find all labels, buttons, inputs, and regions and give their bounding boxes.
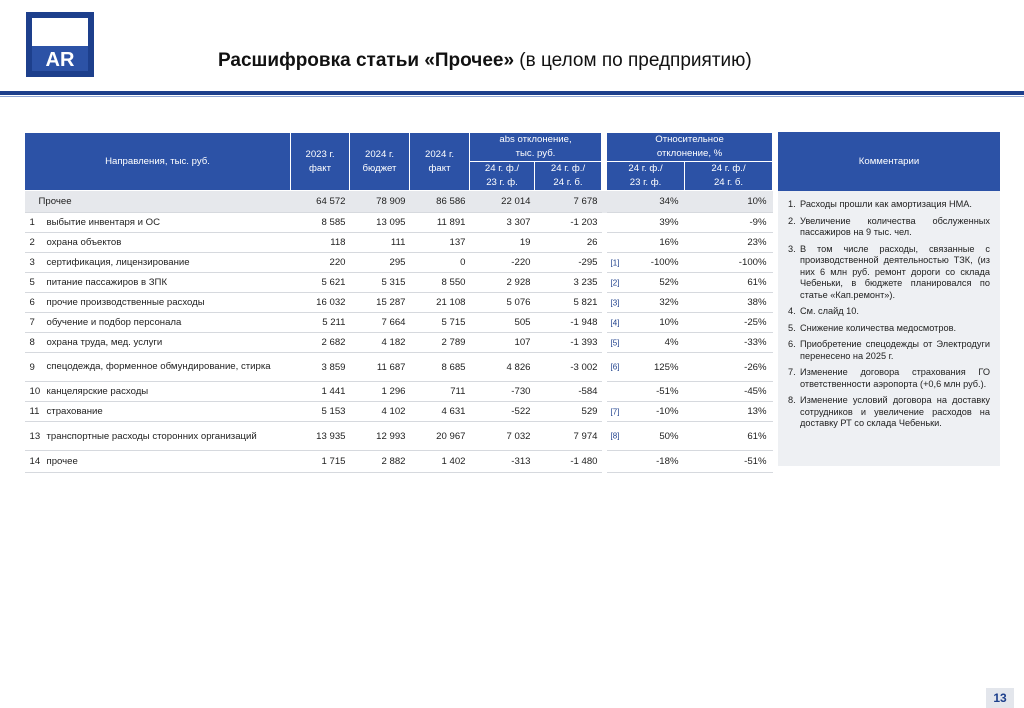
cell-abs-a: 4 826 — [470, 353, 535, 382]
cell-abs-b: -3 002 — [535, 353, 602, 382]
cell-rel-a — [607, 313, 685, 333]
cell-abs-b: 529 — [535, 402, 602, 422]
row-index: 1 — [25, 213, 45, 233]
cell-2023-fact: 5 621 — [291, 273, 350, 293]
cell-abs-b: -584 — [535, 382, 602, 402]
col-header-abs-24f-24b: 24 г. ф./ 24 г. б. — [535, 162, 602, 191]
row-index: 9 — [25, 353, 45, 382]
page-title — [218, 50, 752, 72]
row-index: 8 — [25, 333, 45, 353]
cell-abs-b: -1 393 — [535, 333, 602, 353]
cell-2023-fact: 1 441 — [291, 382, 350, 402]
header-divider — [0, 91, 1024, 95]
col-header-rel-deviation: Относительное отклонение, % — [607, 133, 773, 162]
cell-rel-a — [607, 253, 685, 273]
comment-item — [788, 306, 990, 318]
footnote-ref: [2] — [610, 278, 620, 287]
table-row — [25, 402, 773, 422]
comment-number: 7. — [788, 367, 796, 377]
cell-rel-b: -25% — [685, 313, 773, 333]
cell-abs-b: -1 480 — [535, 451, 602, 473]
cell-rel-b: -9% — [685, 213, 773, 233]
cell-2024-budget: 12 993 — [350, 422, 410, 451]
cell-rel-b: -51% — [685, 451, 773, 473]
rel-value: 32% — [659, 297, 679, 308]
row-name: транспортные расходы сторонних организаций — [45, 422, 291, 451]
table-row — [25, 382, 773, 402]
cell-abs-b: -1 203 — [535, 213, 602, 233]
cell-2024-fact: 8 550 — [410, 273, 470, 293]
cell-rel-b: 13% — [685, 402, 773, 422]
table-row — [25, 293, 773, 313]
comment-text: Приобретение спецодежды от Электродуги перенесено на 2025 г. — [800, 339, 990, 361]
cell-2024-fact: 1 402 — [410, 451, 470, 473]
cell-2024-budget: 15 287 — [350, 293, 410, 313]
rel-value: 50% — [659, 430, 679, 442]
comment-text: Изменение условий договора на доставку сотрудников и увеличение расходов на доставку РТ со склада Чебеньки. — [800, 395, 990, 428]
row-index: 3 — [25, 253, 45, 273]
cell-2024-fact: 86 586 — [410, 191, 470, 213]
cell-abs-a: -220 — [470, 253, 535, 273]
header-divider-thin — [0, 96, 1024, 97]
comments-panel — [778, 132, 1000, 466]
footnote-ref: [7] — [610, 407, 620, 416]
cell-abs-b: 5 821 — [535, 293, 602, 313]
cell-rel-a — [607, 233, 685, 253]
title-normal: (в целом по предприятию) — [514, 50, 752, 71]
cell-abs-a: 3 307 — [470, 213, 535, 233]
cell-abs-a: 19 — [470, 233, 535, 253]
page-number: 13 — [986, 688, 1014, 708]
comment-item — [788, 367, 990, 390]
cell-abs-a: -730 — [470, 382, 535, 402]
table-row — [25, 451, 773, 473]
cell-rel-b: 38% — [685, 293, 773, 313]
cell-rel-a: 34% — [607, 191, 685, 213]
row-name: спецодежда, форменное обмундирование, стирка — [45, 353, 291, 382]
comment-number: 1. — [788, 199, 796, 209]
cell-rel-b: 61% — [685, 422, 773, 451]
cell-rel-a — [607, 382, 685, 402]
cell-2024-fact: 4 631 — [410, 402, 470, 422]
table-row — [25, 422, 773, 451]
cell-2024-budget: 295 — [350, 253, 410, 273]
table-row — [25, 213, 773, 233]
row-name: канцелярские расходы — [45, 382, 291, 402]
rel-value: 39% — [659, 217, 679, 228]
row-index: 10 — [25, 382, 45, 402]
cell-2023-fact: 5 211 — [291, 313, 350, 333]
cell-abs-a: 22 014 — [470, 191, 535, 213]
footnote-ref: [4] — [610, 318, 620, 327]
cell-abs-a: -313 — [470, 451, 535, 473]
comment-number: 6. — [788, 339, 796, 349]
cell-2024-fact: 8 685 — [410, 353, 470, 382]
cell-abs-a: 5 076 — [470, 293, 535, 313]
row-name: охрана объектов — [45, 233, 291, 253]
cell-rel-b: -45% — [685, 382, 773, 402]
row-index: 2 — [25, 233, 45, 253]
cell-2023-fact: 220 — [291, 253, 350, 273]
cell-rel-a — [607, 353, 685, 382]
comment-item — [788, 199, 990, 211]
table-row — [25, 353, 773, 382]
cell-abs-b: -1 948 — [535, 313, 602, 333]
col-header-abs-deviation: abs отклонение, тыс. руб. — [470, 133, 602, 162]
rel-value: -10% — [656, 406, 679, 417]
rel-value: -18% — [656, 456, 679, 467]
cell-rel-b: 10% — [685, 191, 773, 213]
cell-2024-budget: 5 315 — [350, 273, 410, 293]
cell-rel-a — [607, 333, 685, 353]
cell-2024-fact: 11 891 — [410, 213, 470, 233]
comment-item — [788, 216, 990, 239]
cell-rel-b: -33% — [685, 333, 773, 353]
rel-value: 10% — [659, 317, 679, 328]
cell-2023-fact: 16 032 — [291, 293, 350, 313]
cell-2024-budget: 111 — [350, 233, 410, 253]
cell-rel-b: 61% — [685, 273, 773, 293]
comment-number: 4. — [788, 306, 796, 316]
table-row — [25, 273, 773, 293]
cell-abs-b: 7 974 — [535, 422, 602, 451]
row-index: 6 — [25, 293, 45, 313]
col-header-2023-fact: 2023 г. факт — [291, 133, 350, 191]
cell-abs-b: 26 — [535, 233, 602, 253]
comments-list — [778, 191, 1000, 430]
comment-item — [788, 323, 990, 335]
col-header-2024-budget: 2024 г. бюджет — [350, 133, 410, 191]
cell-2023-fact: 8 585 — [291, 213, 350, 233]
cell-2024-fact: 20 967 — [410, 422, 470, 451]
row-index: 7 — [25, 313, 45, 333]
row-name: выбытие инвентаря и ОС — [45, 213, 291, 233]
rel-value: 52% — [659, 277, 679, 288]
col-header-rel-24f-24b: 24 г. ф./ 24 г. б. — [685, 162, 773, 191]
cell-2024-fact: 137 — [410, 233, 470, 253]
comment-text: Увеличение количества обслуженных пассажиров на 9 тыс. чел. — [800, 215, 990, 237]
table-row — [25, 253, 773, 273]
company-logo — [26, 12, 94, 77]
col-header-rel-24f-23f: 24 г. ф./ 23 г. ф. — [607, 162, 685, 191]
table-row-total — [25, 191, 773, 213]
cell-2023-fact: 5 153 — [291, 402, 350, 422]
cell-2024-fact: 5 715 — [410, 313, 470, 333]
cell-rel-a — [607, 422, 685, 451]
col-header-direction: Направления, тыс. руб. — [25, 133, 291, 191]
row-index: 13 — [25, 422, 45, 451]
footnote-ref: [1] — [610, 258, 620, 267]
rel-value: -51% — [656, 386, 679, 397]
comment-item — [788, 395, 990, 430]
cell-2024-budget: 4 102 — [350, 402, 410, 422]
row-name: питание пассажиров в ЗПК — [45, 273, 291, 293]
footnote-ref: [8] — [610, 431, 620, 441]
table-row — [25, 333, 773, 353]
expense-table-body — [25, 191, 773, 473]
comment-item — [788, 244, 990, 302]
col-header-2024-fact: 2024 г. факт — [410, 133, 470, 191]
cell-rel-b: -26% — [685, 353, 773, 382]
row-index: 5 — [25, 273, 45, 293]
cell-2024-fact: 21 108 — [410, 293, 470, 313]
cell-2023-fact: 13 935 — [291, 422, 350, 451]
cell-2024-budget: 78 909 — [350, 191, 410, 213]
row-index: 11 — [25, 402, 45, 422]
cell-2024-budget: 13 095 — [350, 213, 410, 233]
cell-rel-a — [607, 213, 685, 233]
row-name: Прочее — [25, 191, 291, 213]
rel-value: 4% — [664, 337, 679, 348]
cell-abs-a: 107 — [470, 333, 535, 353]
footnote-ref: [6] — [610, 362, 620, 372]
cell-2024-budget: 1 296 — [350, 382, 410, 402]
col-header-abs-24f-23f: 24 г. ф./ 23 г. ф. — [470, 162, 535, 191]
cell-rel-a — [607, 402, 685, 422]
rel-value: 16% — [659, 237, 679, 248]
comment-text: Расходы прошли как амортизация НМА. — [800, 199, 972, 209]
row-name: сертификация, лицензирование — [45, 253, 291, 273]
cell-2024-budget: 7 664 — [350, 313, 410, 333]
comment-number: 3. — [788, 243, 796, 254]
cell-rel-b: -100% — [685, 253, 773, 273]
row-name: охрана труда, мед. услуги — [45, 333, 291, 353]
footnote-ref: [5] — [610, 338, 620, 347]
rel-value: -100% — [650, 257, 679, 268]
row-index: 14 — [25, 451, 45, 473]
cell-2024-budget: 2 882 — [350, 451, 410, 473]
cell-2024-budget: 4 182 — [350, 333, 410, 353]
table-row — [25, 313, 773, 333]
comment-number: 8. — [788, 395, 796, 405]
comment-text: Изменение договора страхования ГО ответственности аэропорта (+0,6 млн руб.). — [800, 367, 990, 389]
logo-text: AR — [45, 49, 75, 71]
cell-abs-a: 2 928 — [470, 273, 535, 293]
cell-rel-a — [607, 451, 685, 473]
cell-2024-fact: 2 789 — [410, 333, 470, 353]
cell-rel-a — [607, 273, 685, 293]
row-name: прочее — [45, 451, 291, 473]
comment-number: 5. — [788, 322, 796, 333]
cell-2023-fact: 64 572 — [291, 191, 350, 213]
title-bold: Расшифровка статьи «Прочее» — [218, 50, 515, 71]
cell-2024-budget: 11 687 — [350, 353, 410, 382]
comment-text: Снижение количества медосмотров. — [800, 322, 956, 333]
comment-number: 2. — [788, 215, 796, 226]
comments-header: Комментарии — [778, 132, 1000, 191]
row-name: прочие производственные расходы — [45, 293, 291, 313]
cell-abs-b: 7 678 — [535, 191, 602, 213]
cell-2023-fact: 118 — [291, 233, 350, 253]
cell-abs-a: 7 032 — [470, 422, 535, 451]
cell-2023-fact: 2 682 — [291, 333, 350, 353]
footnote-ref: [3] — [610, 298, 620, 307]
cell-abs-b: 3 235 — [535, 273, 602, 293]
cell-2023-fact: 1 715 — [291, 451, 350, 473]
expense-table — [24, 132, 773, 473]
row-name: страхование — [45, 402, 291, 422]
cell-rel-b: 23% — [685, 233, 773, 253]
cell-2024-fact: 711 — [410, 382, 470, 402]
cell-abs-b: -295 — [535, 253, 602, 273]
comment-text: В том числе расходы, связанные с производственной деятельностью ТЗК, (из них 6 млн руб. ремонт дороги со склада Чебеньки, в бюджете планировался по статье «Кап.ремонт»). — [800, 243, 990, 300]
row-name: обучение и подбор персонала — [45, 313, 291, 333]
comment-item — [788, 339, 990, 362]
cell-rel-a — [607, 293, 685, 313]
cell-abs-a: 505 — [470, 313, 535, 333]
comment-text: См. слайд 10. — [800, 306, 859, 316]
cell-2023-fact: 3 859 — [291, 353, 350, 382]
cell-abs-a: -522 — [470, 402, 535, 422]
cell-2024-fact: 0 — [410, 253, 470, 273]
rel-value: 125% — [653, 361, 679, 373]
table-row — [25, 233, 773, 253]
